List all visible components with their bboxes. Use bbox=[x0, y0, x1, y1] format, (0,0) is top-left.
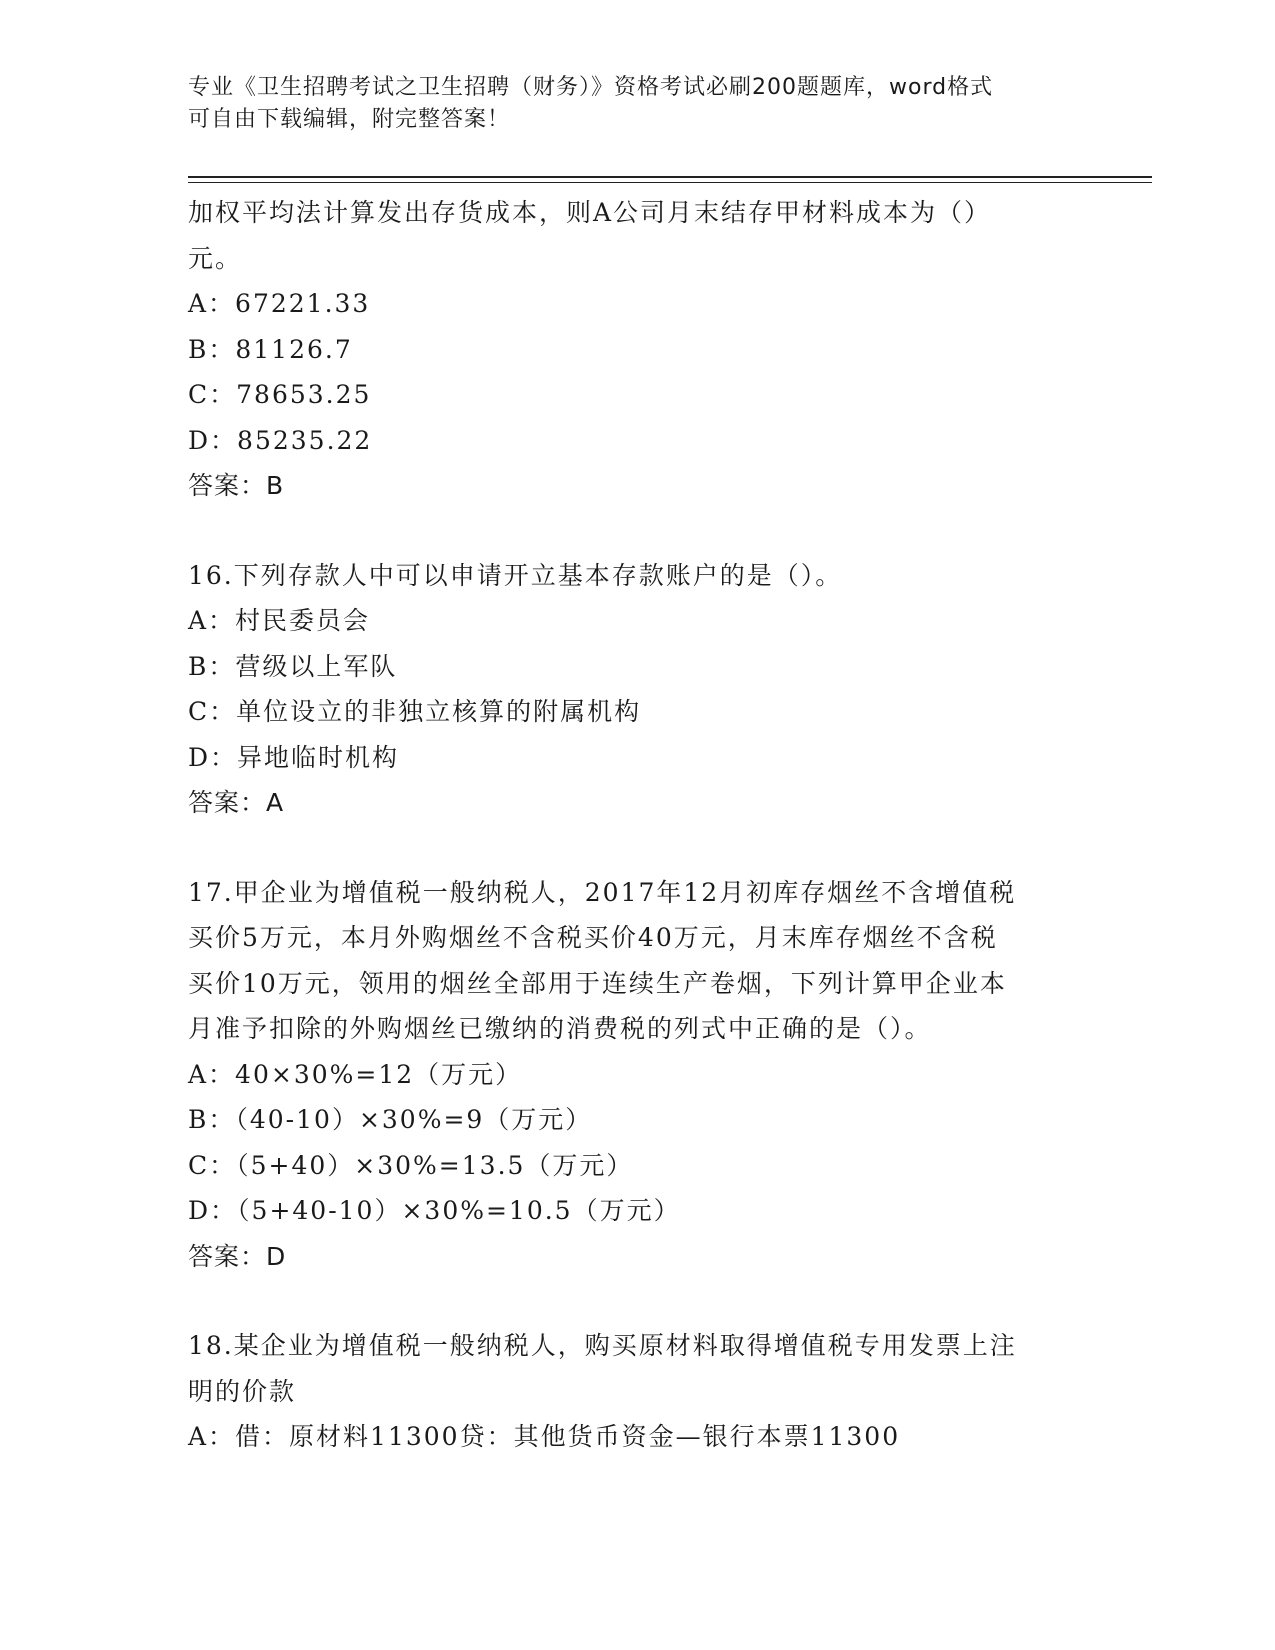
question-list bbox=[188, 190, 1088, 1460]
spacer bbox=[188, 1279, 1088, 1323]
option-c: C：单位设立的非独立核算的附属机构 bbox=[188, 697, 642, 726]
question-text: 16.下列存款人中可以申请开立基本存款账户的是（）。 bbox=[188, 560, 843, 590]
question-15 bbox=[188, 190, 1088, 509]
spacer bbox=[188, 826, 1088, 870]
question-text: 元。 bbox=[188, 243, 243, 273]
question-text: 买价10万元，领用的烟丝全部用于连续生产卷烟，下列计算甲企业本 bbox=[188, 968, 1007, 998]
question-text: 18.某企业为增值税一般纳税人，购买原材料取得增值税专用发票上注 bbox=[188, 1331, 1017, 1360]
option-a: A：借：原材料11300贷：其他货币资金—银行本票11300 bbox=[188, 1422, 901, 1451]
question-16 bbox=[188, 553, 1088, 826]
option-d: D：（5+40-10）×30%=10.5（万元） bbox=[188, 1196, 681, 1225]
option-a: A：村民委员会 bbox=[188, 606, 371, 635]
option-c: C：（5+40）×30%=13.5（万元） bbox=[188, 1150, 634, 1180]
question-text: 明的价款 bbox=[188, 1376, 297, 1406]
question-text: 加权平均法计算发出存货成本，则A公司月末结存甲材料成本为（） bbox=[188, 198, 992, 227]
option-b: B：营级以上军队 bbox=[188, 651, 398, 681]
document-header bbox=[188, 72, 1088, 136]
spacer bbox=[188, 509, 1088, 553]
question-text: 买价5万元，本月外购烟丝不含税买价40万元，月末库存烟丝不含税 bbox=[188, 923, 998, 952]
header-title-line-1: 专业《卫生招聘考试之卫生招聘（财务）》资格考试必刷200题题库，word格式 bbox=[188, 75, 994, 100]
option-d: D：85235.22 bbox=[188, 425, 373, 455]
option-d: D：异地临时机构 bbox=[188, 742, 400, 772]
header-divider-thick bbox=[188, 176, 1152, 178]
answer-label: 答案：A bbox=[188, 788, 285, 817]
question-text: 17.甲企业为增值税一般纳税人，2017年12月初库存烟丝不含增值税 bbox=[188, 877, 1017, 907]
question-18 bbox=[188, 1323, 1088, 1460]
answer-label: 答案：D bbox=[188, 1241, 287, 1271]
option-b: B：81126.7 bbox=[188, 334, 353, 364]
question-17 bbox=[188, 870, 1088, 1280]
option-c: C：78653.25 bbox=[188, 380, 372, 409]
header-divider-thin bbox=[188, 182, 1152, 183]
answer-label: 答案：B bbox=[188, 471, 285, 500]
option-a: A：40×30%=12（万元） bbox=[188, 1059, 523, 1089]
header-title-line-2: 可自由下载编辑，附完整答案！ bbox=[188, 107, 511, 132]
option-a: A：67221.33 bbox=[188, 289, 371, 318]
question-text: 月准予扣除的外购烟丝已缴纳的消费税的列式中正确的是（）。 bbox=[188, 1014, 932, 1043]
option-b: B：（40-10）×30%=9（万元） bbox=[188, 1105, 593, 1134]
